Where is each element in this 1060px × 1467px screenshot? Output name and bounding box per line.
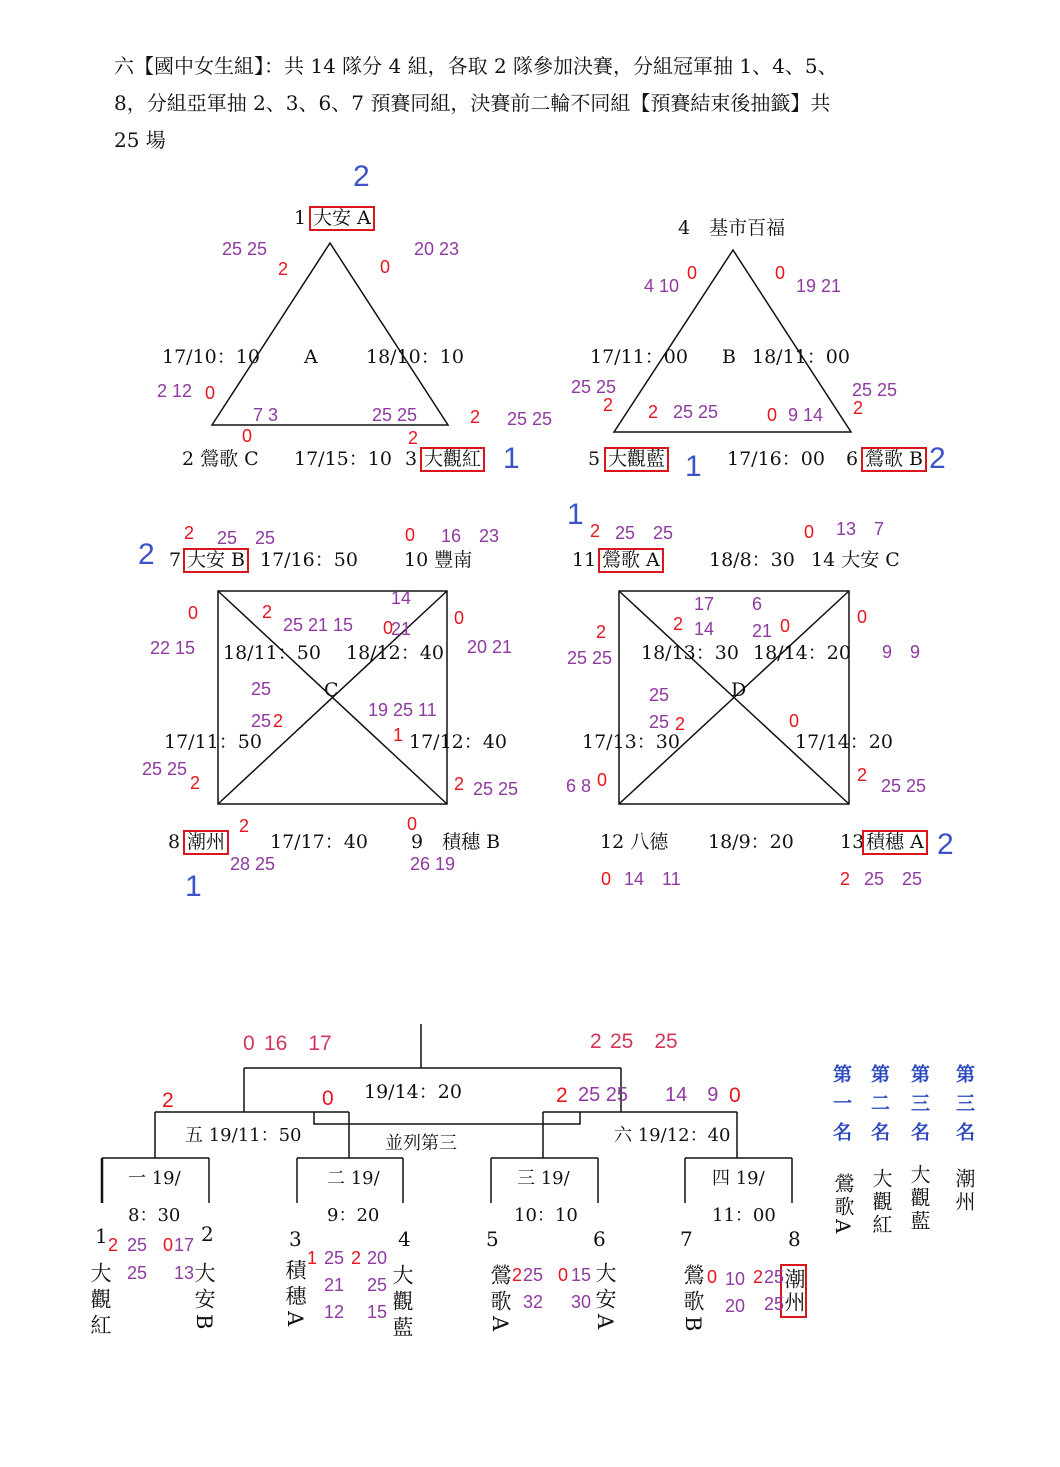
group-d-sets-right-b: 2: [857, 765, 868, 785]
group-a-score-bl: 7 3: [253, 405, 279, 425]
final-time: 19/14：20: [364, 1081, 462, 1103]
m1-a-s1: 25: [127, 1235, 148, 1255]
group-d-rank-br: 2: [937, 828, 954, 861]
group-c-sets-left-a: 0: [188, 603, 199, 623]
group-a-team3-num: 3: [405, 448, 418, 470]
m2-a-s2: 21: [324, 1275, 345, 1295]
m4-a-s1: 10: [725, 1269, 746, 1289]
group-d-sets-left-b: 0: [597, 770, 608, 790]
rank-team-3b: 潮州: [952, 1168, 976, 1214]
group-b-score-lb: 25 25: [571, 377, 617, 397]
m3-label: 三 19/: [517, 1168, 570, 1189]
final-right-sets: 2: [590, 1030, 602, 1053]
group-c-tl-time: 17/16：50: [260, 549, 358, 571]
group-d-score-diag-a1: 17: [694, 594, 715, 614]
m1-b-s2: 13: [174, 1263, 195, 1283]
group-b-team3-num: 6: [846, 448, 859, 470]
m3-a-sets: 2: [512, 1265, 523, 1285]
group-c-bl-num: 8: [168, 831, 181, 853]
group-d-score-top-tl: 25 25: [615, 523, 674, 543]
m4-b-s2: 25: [764, 1294, 785, 1314]
m2-b-s3: 15: [367, 1302, 388, 1322]
group-a-team2: 2 鶯歌 C: [182, 448, 259, 470]
third-left-sets: 0: [322, 1087, 334, 1110]
group-c-score-mid-l1: 25: [251, 679, 272, 699]
group-d-br-num: 13: [840, 831, 865, 853]
m3-a-s2: 32: [523, 1292, 544, 1312]
group-a-rank-right: 1: [503, 442, 520, 475]
group-d-bl-team: 12 八德: [600, 831, 669, 853]
group-c-score-top-tl: 25 25: [217, 528, 276, 548]
group-d-score-diag-b1: 6: [752, 594, 763, 614]
group-a-score-rt: 20 23: [414, 239, 460, 259]
group-d-score-diag-b2: 21: [752, 621, 773, 641]
group-a-rank-top: 2: [353, 160, 370, 193]
m6-right-sets: 0: [729, 1084, 741, 1107]
slot-4-num: 4: [398, 1227, 411, 1251]
group-a-team3-name: 大觀紅: [420, 447, 485, 472]
group-d-score-diag-a2: 14: [694, 619, 715, 639]
m1-time: 8：30: [128, 1205, 181, 1226]
group-a-sets-lt: 2: [278, 259, 289, 279]
group-d-score-bot-r: 25 25: [864, 869, 923, 889]
group-c-tl-num: 7: [169, 549, 182, 571]
group-c-tl-name: 大安 B: [183, 548, 249, 573]
group-c-sets-diag2: 0: [383, 618, 394, 638]
group-c-sets-top-tl: 2: [184, 523, 195, 543]
group-d-score-right-b: 25 25: [881, 776, 927, 796]
m4-time: 11：00: [712, 1205, 776, 1226]
group-d-score-mid-l1: 25: [649, 685, 670, 705]
group-c-score-bot-r: 26 19: [410, 854, 456, 874]
final-right-scores: 25 25: [610, 1030, 678, 1053]
group-a-team1-name: 大安 A: [309, 206, 375, 231]
m4-a-sets: 0: [707, 1267, 718, 1287]
group-c-score-diag1: 25 21 15: [283, 615, 354, 635]
group-c-score-left-b: 25 25: [142, 759, 188, 779]
final-left-scores: 16 17: [264, 1032, 332, 1055]
group-c-score-bot-l: 28 25: [230, 854, 276, 874]
group-d-top-time: 18/8：30: [709, 549, 795, 571]
group-c-time-inner-right: 18/12：40: [346, 642, 444, 664]
slot-1-num: 1: [95, 1224, 108, 1248]
m2-a-s1: 25: [324, 1248, 345, 1268]
group-c-sets-diag1: 2: [262, 602, 273, 622]
group-d-score-mid-l2: 25: [649, 712, 670, 732]
rank-label-1: 第一名: [830, 1064, 852, 1151]
group-c-score-left-a: 22 15: [150, 638, 196, 658]
m1-a-sets: 2: [108, 1235, 119, 1255]
group-d-time-right: 17/14：20: [795, 731, 893, 753]
group-d-tl-num: 11: [572, 549, 597, 571]
m6-right-scores: 14 9: [665, 1084, 719, 1106]
group-c-score-mid-r: 19 25 11: [368, 700, 437, 720]
m3-b-s2: 30: [571, 1292, 592, 1312]
group-c-sets-right-b: 2: [454, 774, 465, 794]
group-c-score-top-tr: 16 23: [441, 526, 500, 546]
group-b-rank-right: 2: [929, 442, 946, 475]
group-a-sets-rt: 0: [380, 257, 391, 277]
group-d-sets-mid-l2: 2: [675, 714, 686, 734]
group-b-score-rt: 19 21: [796, 276, 842, 296]
group-c-bottom-time: 17/17：40: [270, 831, 368, 853]
rank-label-3b: 第三名: [953, 1064, 975, 1151]
slot-2-team: 大安B: [192, 1262, 216, 1335]
group-d-letter: D: [731, 679, 747, 701]
group-d-time-inner-right: 18/14：20: [753, 642, 851, 664]
group-d-sets-top-tr: 0: [804, 522, 815, 542]
group-b-rank-left: 1: [685, 450, 702, 483]
m4-a-s2: 20: [725, 1296, 746, 1316]
group-d-sets-mid-r: 0: [789, 711, 800, 731]
header-line-2: 8，分組亞軍抽 2、3、6、7 預賽同組，決賽前二輪不同組【預賽結束後抽籤】共: [114, 91, 831, 115]
group-b-time-right: 18/11：00: [752, 346, 850, 368]
m1-label: 一 19/: [128, 1168, 181, 1189]
group-b-score-br: 9 14: [788, 405, 824, 425]
m1-b-sets: 0: [163, 1235, 174, 1255]
group-b-sets-rt: 0: [775, 263, 786, 283]
group-c-sets-right-a: 0: [454, 608, 465, 628]
rank-label-2: 第二名: [868, 1064, 890, 1151]
group-c-tr-team: 10 豐南: [404, 549, 473, 571]
group-d-rank-tl: 1: [567, 498, 584, 531]
group-c-time-right: 17/12：40: [409, 731, 507, 753]
group-a-time-left: 17/10：10: [162, 346, 260, 368]
group-c-time-inner-left: 18/11：50: [223, 642, 321, 664]
group-d-score-right-a: 9 9: [882, 642, 921, 662]
slot-6-team: 大安A: [593, 1262, 617, 1335]
group-d-br-name: 積穗 A: [862, 830, 928, 855]
group-c-score-right-a: 20 21: [467, 637, 513, 657]
slot-1-team: 大觀紅: [88, 1262, 112, 1340]
group-b-time-bottom: 17/16：00: [727, 448, 825, 470]
m2-b-s2: 25: [367, 1275, 388, 1295]
slot-5-num: 5: [486, 1227, 499, 1251]
group-c-sets-mid-r: 1: [393, 725, 404, 745]
rank-team-3a: 大觀藍: [907, 1164, 931, 1233]
group-a-letter: A: [304, 346, 318, 368]
rank-team-1: 鶯歌A: [831, 1173, 855, 1237]
group-c-sets-top-tr: 0: [405, 525, 416, 545]
m2-time: 9：20: [327, 1205, 380, 1226]
group-d-score-left-b: 6 8: [566, 776, 592, 796]
group-b-sets-lb: 2: [603, 395, 614, 415]
group-b-team2-num: 5: [588, 448, 601, 470]
m3-b-s1: 15: [571, 1265, 592, 1285]
m3-a-s1: 25: [523, 1265, 544, 1285]
group-b-team1: 4 基市百福: [678, 217, 786, 239]
m4-label: 四 19/: [712, 1168, 765, 1189]
m3-b-sets: 0: [558, 1265, 569, 1285]
group-d-sets-left-a: 2: [596, 622, 607, 642]
header-line-3: 25 場: [114, 128, 166, 152]
group-d-score-left-a: 25 25: [567, 648, 613, 668]
group-d-sets-diag-a: 2: [673, 614, 684, 634]
m2-label: 二 19/: [327, 1168, 380, 1189]
m4-b-s1: 25: [764, 1267, 785, 1287]
m6-label: 六 19/12：40: [614, 1125, 731, 1146]
group-c-score-right-b: 25 25: [473, 779, 519, 799]
group-a-sets-rb: 2: [470, 407, 481, 427]
group-a-score-lb: 2 12: [157, 381, 193, 401]
third-right-sets: 2: [556, 1084, 568, 1107]
group-c-rank-bl: 1: [185, 870, 202, 903]
rank-label-3a: 第三名: [908, 1064, 930, 1151]
group-b-sets-bl: 2: [648, 402, 659, 422]
group-d-time-left: 17/13：30: [582, 731, 680, 753]
group-b-sets-lt: 0: [687, 263, 698, 283]
m4-b-sets: 2: [753, 1267, 764, 1287]
m3-time: 10：10: [514, 1205, 578, 1226]
group-a-time-right: 18/10：10: [366, 346, 464, 368]
slot-3-team: 積穗A: [283, 1259, 307, 1332]
m2-a-s3: 12: [324, 1302, 345, 1322]
group-d-tl-name: 鶯歌 A: [598, 548, 664, 573]
slot-5-team: 鶯歌A: [488, 1264, 512, 1337]
group-d-sets-top-tl: 2: [590, 521, 601, 541]
group-d-time-inner-left: 18/13：30: [641, 642, 739, 664]
group-c-rank-tl: 2: [138, 538, 155, 571]
group-d-tr-team: 14 大安 C: [811, 549, 900, 571]
group-c-bl-name: 潮州: [183, 830, 229, 855]
group-d-score-top-tr: 13 7: [836, 519, 885, 539]
group-d-sets-bot-l: 0: [601, 869, 612, 889]
slot-2-num: 2: [201, 1222, 214, 1246]
final-left-sets: 0: [243, 1032, 255, 1055]
m2-a-sets: 1: [307, 1248, 318, 1268]
group-a-sets-bl: 0: [242, 426, 253, 446]
group-b-sets-br: 0: [767, 405, 778, 425]
group-d-bottom-time: 18/9：20: [708, 831, 794, 853]
group-b-score-lt: 4 10: [644, 276, 680, 296]
group-b-score-rb: 25 25: [852, 380, 898, 400]
group-d-sets-right-a: 0: [857, 607, 868, 627]
group-d-sets-diag-b: 0: [780, 616, 791, 636]
m2-b-s1: 20: [367, 1248, 388, 1268]
group-b-team3-name: 鶯歌 B: [861, 447, 927, 472]
group-c-time-left: 17/11：50: [164, 731, 262, 753]
group-a-score-lt: 25 25: [222, 239, 268, 259]
slot-8-num: 8: [788, 1227, 801, 1251]
group-a-score-br: 25 25: [372, 405, 418, 425]
group-b-team2-name: 大觀藍: [604, 447, 669, 472]
m5-label: 五 19/11：50: [185, 1125, 302, 1146]
rank-team-2: 大觀紅: [869, 1168, 893, 1237]
third-right-scores: 25 25: [578, 1084, 629, 1106]
group-c-sets-bot-l: 2: [239, 816, 250, 836]
m1-a-s2: 25: [127, 1263, 148, 1283]
m1-b-s1: 17: [174, 1235, 195, 1255]
header-line-1: 六【國中女生組】：共 14 隊分 4 組，各取 2 隊參加決賽，分組冠軍抽 1、4、5、: [114, 54, 838, 78]
slot-7-num: 7: [680, 1227, 693, 1251]
group-a-team1-num: 1: [294, 207, 307, 229]
group-b-score-bl: 25 25: [673, 402, 719, 422]
group-a-sets-br: 2: [408, 428, 419, 448]
group-a-sets-lb: 0: [205, 383, 216, 403]
slot-7-team: 鶯歌B: [681, 1264, 705, 1337]
group-c-br-team: 9 積穗 B: [411, 831, 501, 853]
m2-b-sets: 2: [351, 1248, 362, 1268]
group-c-sets-left-b: 2: [190, 773, 201, 793]
group-b-sets-rb: 2: [853, 398, 864, 418]
group-b-time-left: 17/11：00: [590, 346, 688, 368]
slot-3-num: 3: [289, 1227, 302, 1251]
slot-8-team: 潮州: [780, 1264, 807, 1318]
group-b-letter: B: [722, 346, 736, 368]
group-d-sets-bot-r: 2: [840, 869, 851, 889]
third-place-label: 並列第三: [385, 1133, 457, 1154]
group-a-triangle: [212, 243, 448, 425]
group-c-score-diag2-a: 14: [391, 588, 412, 608]
m5-left-sets: 2: [162, 1089, 174, 1112]
group-c-score-diag2-b: 21: [391, 619, 412, 639]
slot-4-team: 大觀藍: [390, 1264, 414, 1342]
slot-6-num: 6: [593, 1227, 606, 1251]
group-c-sets-bot-r: 0: [407, 814, 418, 834]
group-a-time-bottom: 17/15：10: [294, 448, 392, 470]
group-c-letter: C: [324, 679, 339, 701]
group-c-sets-mid-l2: 2: [273, 711, 284, 731]
group-c-score-mid-l2: 25: [251, 711, 272, 731]
group-a-score-rb: 25 25: [507, 409, 553, 429]
group-d-score-bot-l: 14 11: [624, 869, 681, 889]
